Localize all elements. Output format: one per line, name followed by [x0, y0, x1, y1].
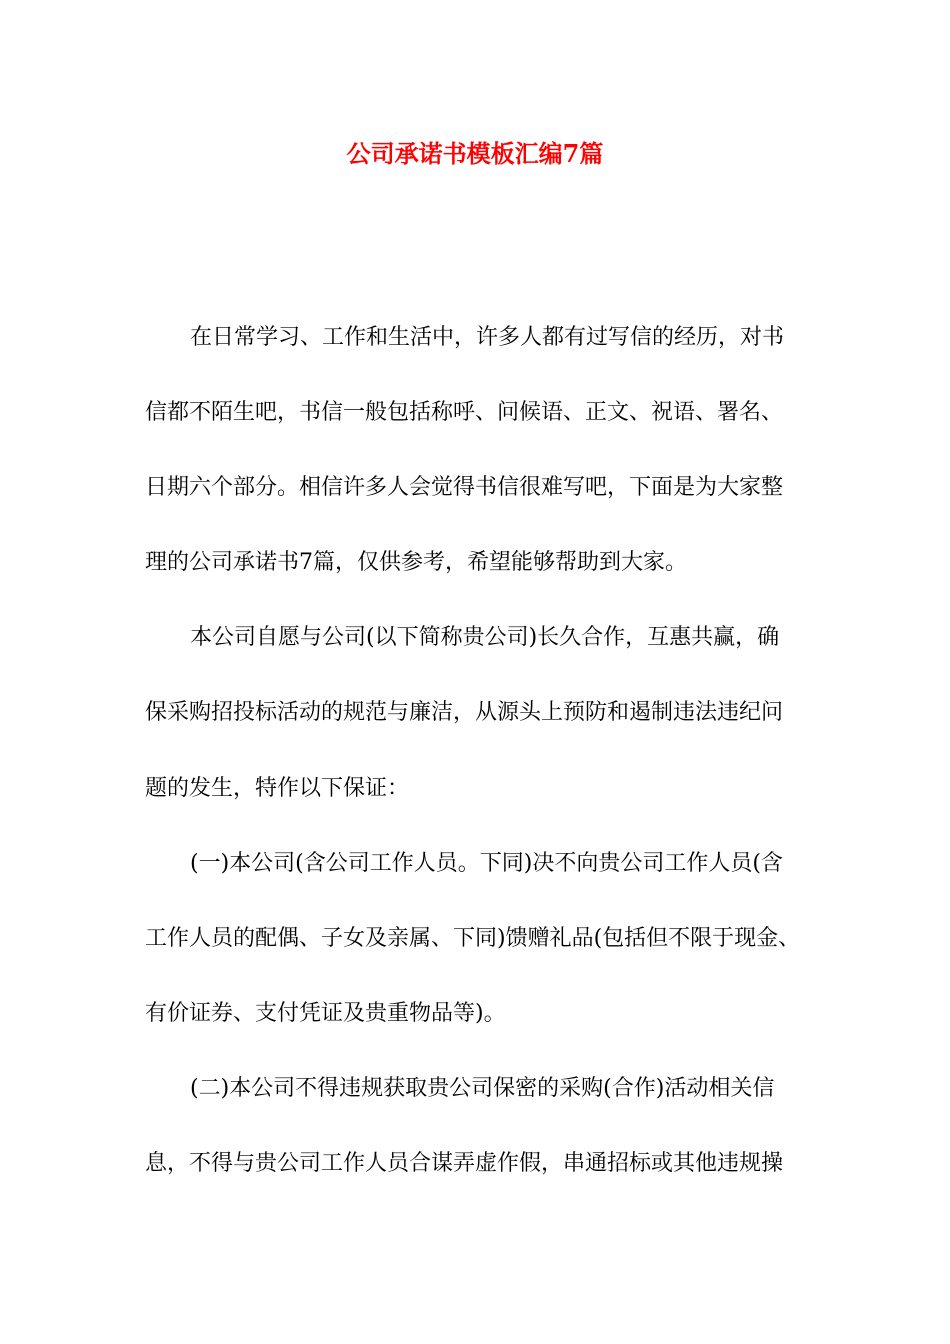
paragraph-line: 题的发生，特作以下保证： — [145, 776, 410, 801]
paragraph-line: 在日常学习、工作和生活中，许多人都有过写信的经历，对书 — [190, 325, 785, 350]
document-title: 公司承诺书模板汇编7篇 — [346, 139, 604, 168]
paragraph-line: 保采购招投标活动的规范与廉洁，从源头上预防和遏制违法违纪问 — [145, 700, 784, 725]
paragraph-line: 信都不陌生吧，书信一般包括称呼、问候语、正文、祝语、署名、 — [145, 400, 784, 425]
paragraph-line: (二)本公司不得违规获取贵公司保密的采购(合作)活动相关信 — [190, 1076, 775, 1101]
paragraph-line: 工作人员的配偶、子女及亲属、下同)馈赠礼品(包括但不限于现金、 — [145, 926, 801, 951]
paragraph-line: 日期六个部分。相信许多人会觉得书信很难写吧，下面是为大家整 — [145, 475, 784, 500]
paragraph-line: 息，不得与贵公司工作人员合谋弄虚作假，串通招标或其他违规操 — [145, 1151, 784, 1176]
paragraph-line: 有价证券、支付凭证及贵重物品等)。 — [145, 1001, 506, 1026]
paragraph-line: 本公司自愿与公司(以下简称贵公司)长久合作，互惠共赢，确 — [190, 625, 780, 650]
paragraph-line: (一)本公司(含公司工作人员。下同)决不向贵公司工作人员(含 — [190, 851, 783, 876]
paragraph-line: 理的公司承诺书7篇，仅供参考，希望能够帮助到大家。 — [145, 550, 687, 575]
